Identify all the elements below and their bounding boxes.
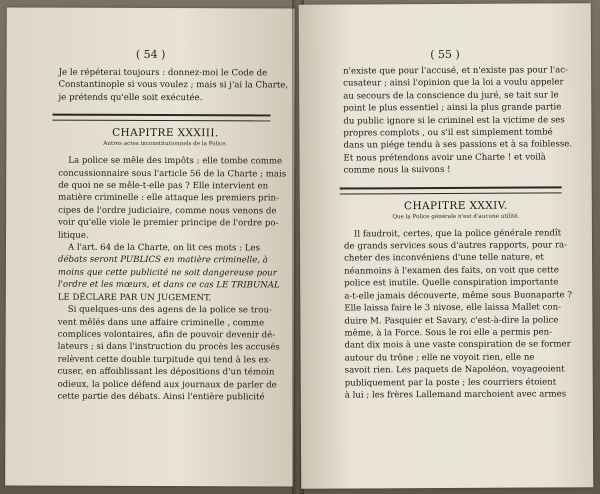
text-line: LE DÉCLARE PAR UN JUGEMENT. <box>57 292 212 303</box>
text-line: litique. <box>58 230 89 241</box>
text-line: duire M. Pasquier et Savary, c'est-à-dire la police <box>344 314 559 327</box>
opening-paragraph <box>58 67 289 105</box>
opening-paragraph <box>343 64 573 177</box>
text-line: odieux, la police défend aux journaux de parler de <box>57 379 277 390</box>
chapter-title: CHAPITRE XXXIV. <box>403 199 508 212</box>
chapter-subtitle: Autres actes inconstitutionnels de la Police. <box>103 141 228 148</box>
text-line: autour du trône ; elle ne voyoit rien, elle ne <box>344 352 535 364</box>
text-line: cuser, en affoiblissant les dépositions d'un témoin <box>57 366 275 378</box>
text-line: cipes de l'ordre judiciaire, comme nous venons de <box>58 205 277 217</box>
text-line: de grands services sous d'autres rapports, pour ra- <box>343 240 568 252</box>
text-line: débats seront PUBLICS en matière criminelle, à <box>57 255 268 266</box>
text-line: Et nous prétendons avoir une Charte ! et voilà <box>343 152 546 164</box>
left-page-chapter-body <box>57 155 287 404</box>
text-line: Il faudroit, certes, que la police générale rendît <box>353 228 562 240</box>
text-line: A l'art. 64 de la Charte, on lit ces mots : Les <box>67 242 261 254</box>
right-page-chapter-body <box>343 227 572 402</box>
right-page <box>299 3 594 489</box>
text-line: au secours de la conscience du juré, se tait sur le <box>343 90 559 102</box>
text-line: La police se mêle des impôts : elle tombe comme <box>68 155 283 167</box>
chapter-subtitle: Que la Police générale n'est d'aucune utilité. <box>392 213 520 220</box>
text-line: de quoi ne se mêle-t-elle pas ? Elle intervient en <box>58 180 269 192</box>
paragraph <box>58 155 287 243</box>
text-line: cette partie des débats. Ainsi l'entière publicité <box>57 391 265 403</box>
text-line: cusateur ; ainsi l'opinion que la loi a voulu appeler <box>343 77 564 89</box>
paragraph-charter-quote <box>57 242 280 305</box>
text-line: n'existe que pour l'accusé, et n'existe pas pour l'ac- <box>343 65 568 77</box>
text-line: comme nous la suivons ! <box>343 165 451 176</box>
text-line: police est inutile. Quelle conspiration importante <box>344 277 559 289</box>
text-line: Si quelques-uns des agens de la police se trou- <box>67 304 272 316</box>
text-line: point le plus essentiel ; ainsi la plus grande partie <box>343 102 562 114</box>
paragraph <box>343 227 572 402</box>
text-line: vent mêlés dans une affaire criminelle , comme <box>57 317 265 328</box>
text-line: savoit rien. Les paquets de Napoléon, voyageoient <box>344 364 565 376</box>
right-page-body <box>343 64 573 177</box>
text-line: relèvent cette double turpitude qui tend à les ex- <box>57 354 272 366</box>
text-line: à lui ; les frères Lallemand marchoient avec armes <box>344 389 567 401</box>
text-line: Constantinople si vous voulez ; mais si j'ai la Charte, <box>58 80 289 91</box>
text-line: concussionnaire sous l'article 56 de la Charte ; mais <box>58 168 287 180</box>
text-line: du public ignore si le criminel est la victime de ses <box>343 115 565 127</box>
section-rule <box>340 186 562 194</box>
text-line: publiquement par la poste ; les courriers étoient <box>344 376 557 389</box>
page-number-54: ( 54 ) <box>135 47 166 62</box>
page-number-55: ( 55 ) <box>430 47 460 62</box>
text-line: dant dix mois à une vaste conspiration de se former <box>344 339 571 351</box>
text-line: matière criminelle : elle attaque les premiers prin- <box>58 193 279 204</box>
text-line: je prétends qu'elle soit exécutée. <box>58 92 203 103</box>
text-line: moins que cette publicité ne soit dangereuse pour <box>57 267 277 279</box>
text-line: l'ordre et les mœurs, et dans ce cas LE TRIBUNAL <box>57 279 280 291</box>
text-line: propres complots , ou s'il est simplement tombé <box>343 127 553 139</box>
text-line: Je le répéterai toujours : donnez-moi le Code de <box>58 67 268 79</box>
left-page <box>5 7 295 486</box>
text-line: néanmoins à l'examen des faits, on voit que cette <box>344 265 559 277</box>
text-line: a-t-elle jamais découverte, même sous Buonaparte ? <box>344 290 572 302</box>
text-line: dans un piége tendu à ses passions et à sa foiblesse. <box>343 139 573 151</box>
text-line: voir qu'elle viole le premier principe de l'ordre po- <box>58 217 279 229</box>
left-page-body <box>58 67 289 105</box>
text-line: complices volontaires, afin de pouvoir devenir dé- <box>57 329 276 341</box>
paragraph <box>57 304 280 404</box>
section-rule <box>52 114 270 122</box>
text-line: lateurs ; si dans l'instruction du procès les accusés <box>57 341 280 353</box>
chapter-title: CHAPITRE XXXIII. <box>112 127 219 140</box>
text-line: cheter des inconvéniens d'une telle nature, et <box>344 252 544 265</box>
text-line: même, à la Force. Sous le roi elle a permis pen- <box>344 327 553 339</box>
text-line: Elle laissa faire le 3 nivose, elle laissa Mallet con- <box>344 302 562 314</box>
